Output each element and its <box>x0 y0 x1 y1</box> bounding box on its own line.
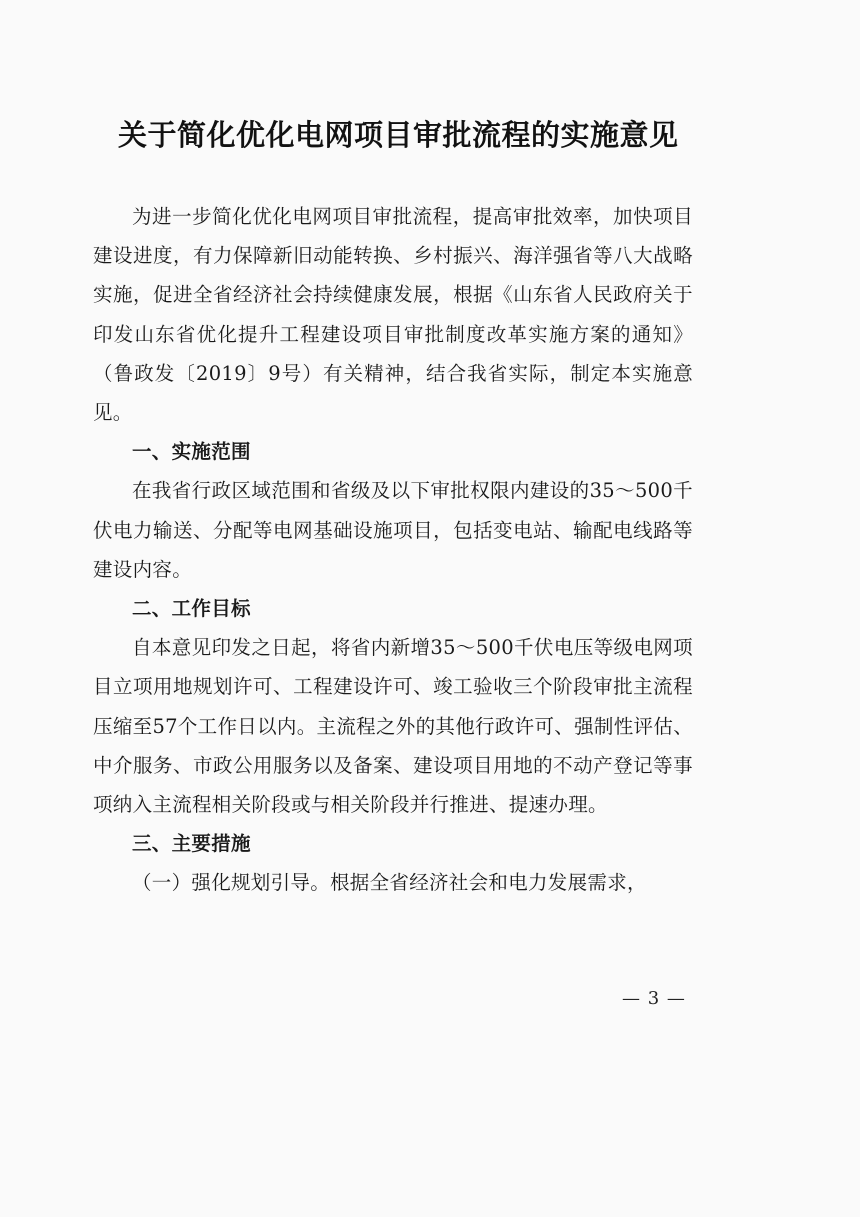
section-heading-scope: 一、实施范围 <box>132 440 251 464</box>
section-paragraph-goals: 自本意见印发之日起，将省内新增35～500千伏电压等级电网项目立项用地规划许可、工程建设许可、竣工验收三个阶段审批主流程压缩至57个工作日以内。主流程之外的其他行政许可、强制性评估、中介服务、市政公用服务以及备案、建设项目用地的不动产登记等事项纳入主流程相关阶段或与相关阶段并行推进、提速办理。 <box>93 636 693 817</box>
section-paragraph-scope: 在我省行政区域范围和省级及以下审批权限内建设的35～500千伏电力输送、分配等电网基础设施项目，包括变电站、输配电线路等建设内容。 <box>93 479 693 581</box>
section-heading-measures: 三、主要措施 <box>132 832 251 856</box>
section-heading-goals: 二、工作目标 <box>132 597 251 621</box>
section-paragraph-measures: （一）强化规划引导。根据全省经济社会和电力发展需求， <box>132 871 647 895</box>
document-body <box>93 197 693 903</box>
document-title: 关于简化优化电网项目审批流程的实施意见 <box>118 118 679 152</box>
page-number: — 3 — <box>622 988 686 1009</box>
intro-paragraph: 为进一步简化优化电网项目审批流程，提高审批效率，加快项目建设进度，有力保障新旧动能转换、乡村振兴、海洋强省等八大战略实施，促进全省经济社会持续健康发展，根据《山东省人民政府关于印发山东省优化提升工程建设项目审批制度改革实施方案的通知》（鲁政发〔2019〕9号）有关精神，结合我省实际，制定本实施意见。 <box>93 205 693 425</box>
